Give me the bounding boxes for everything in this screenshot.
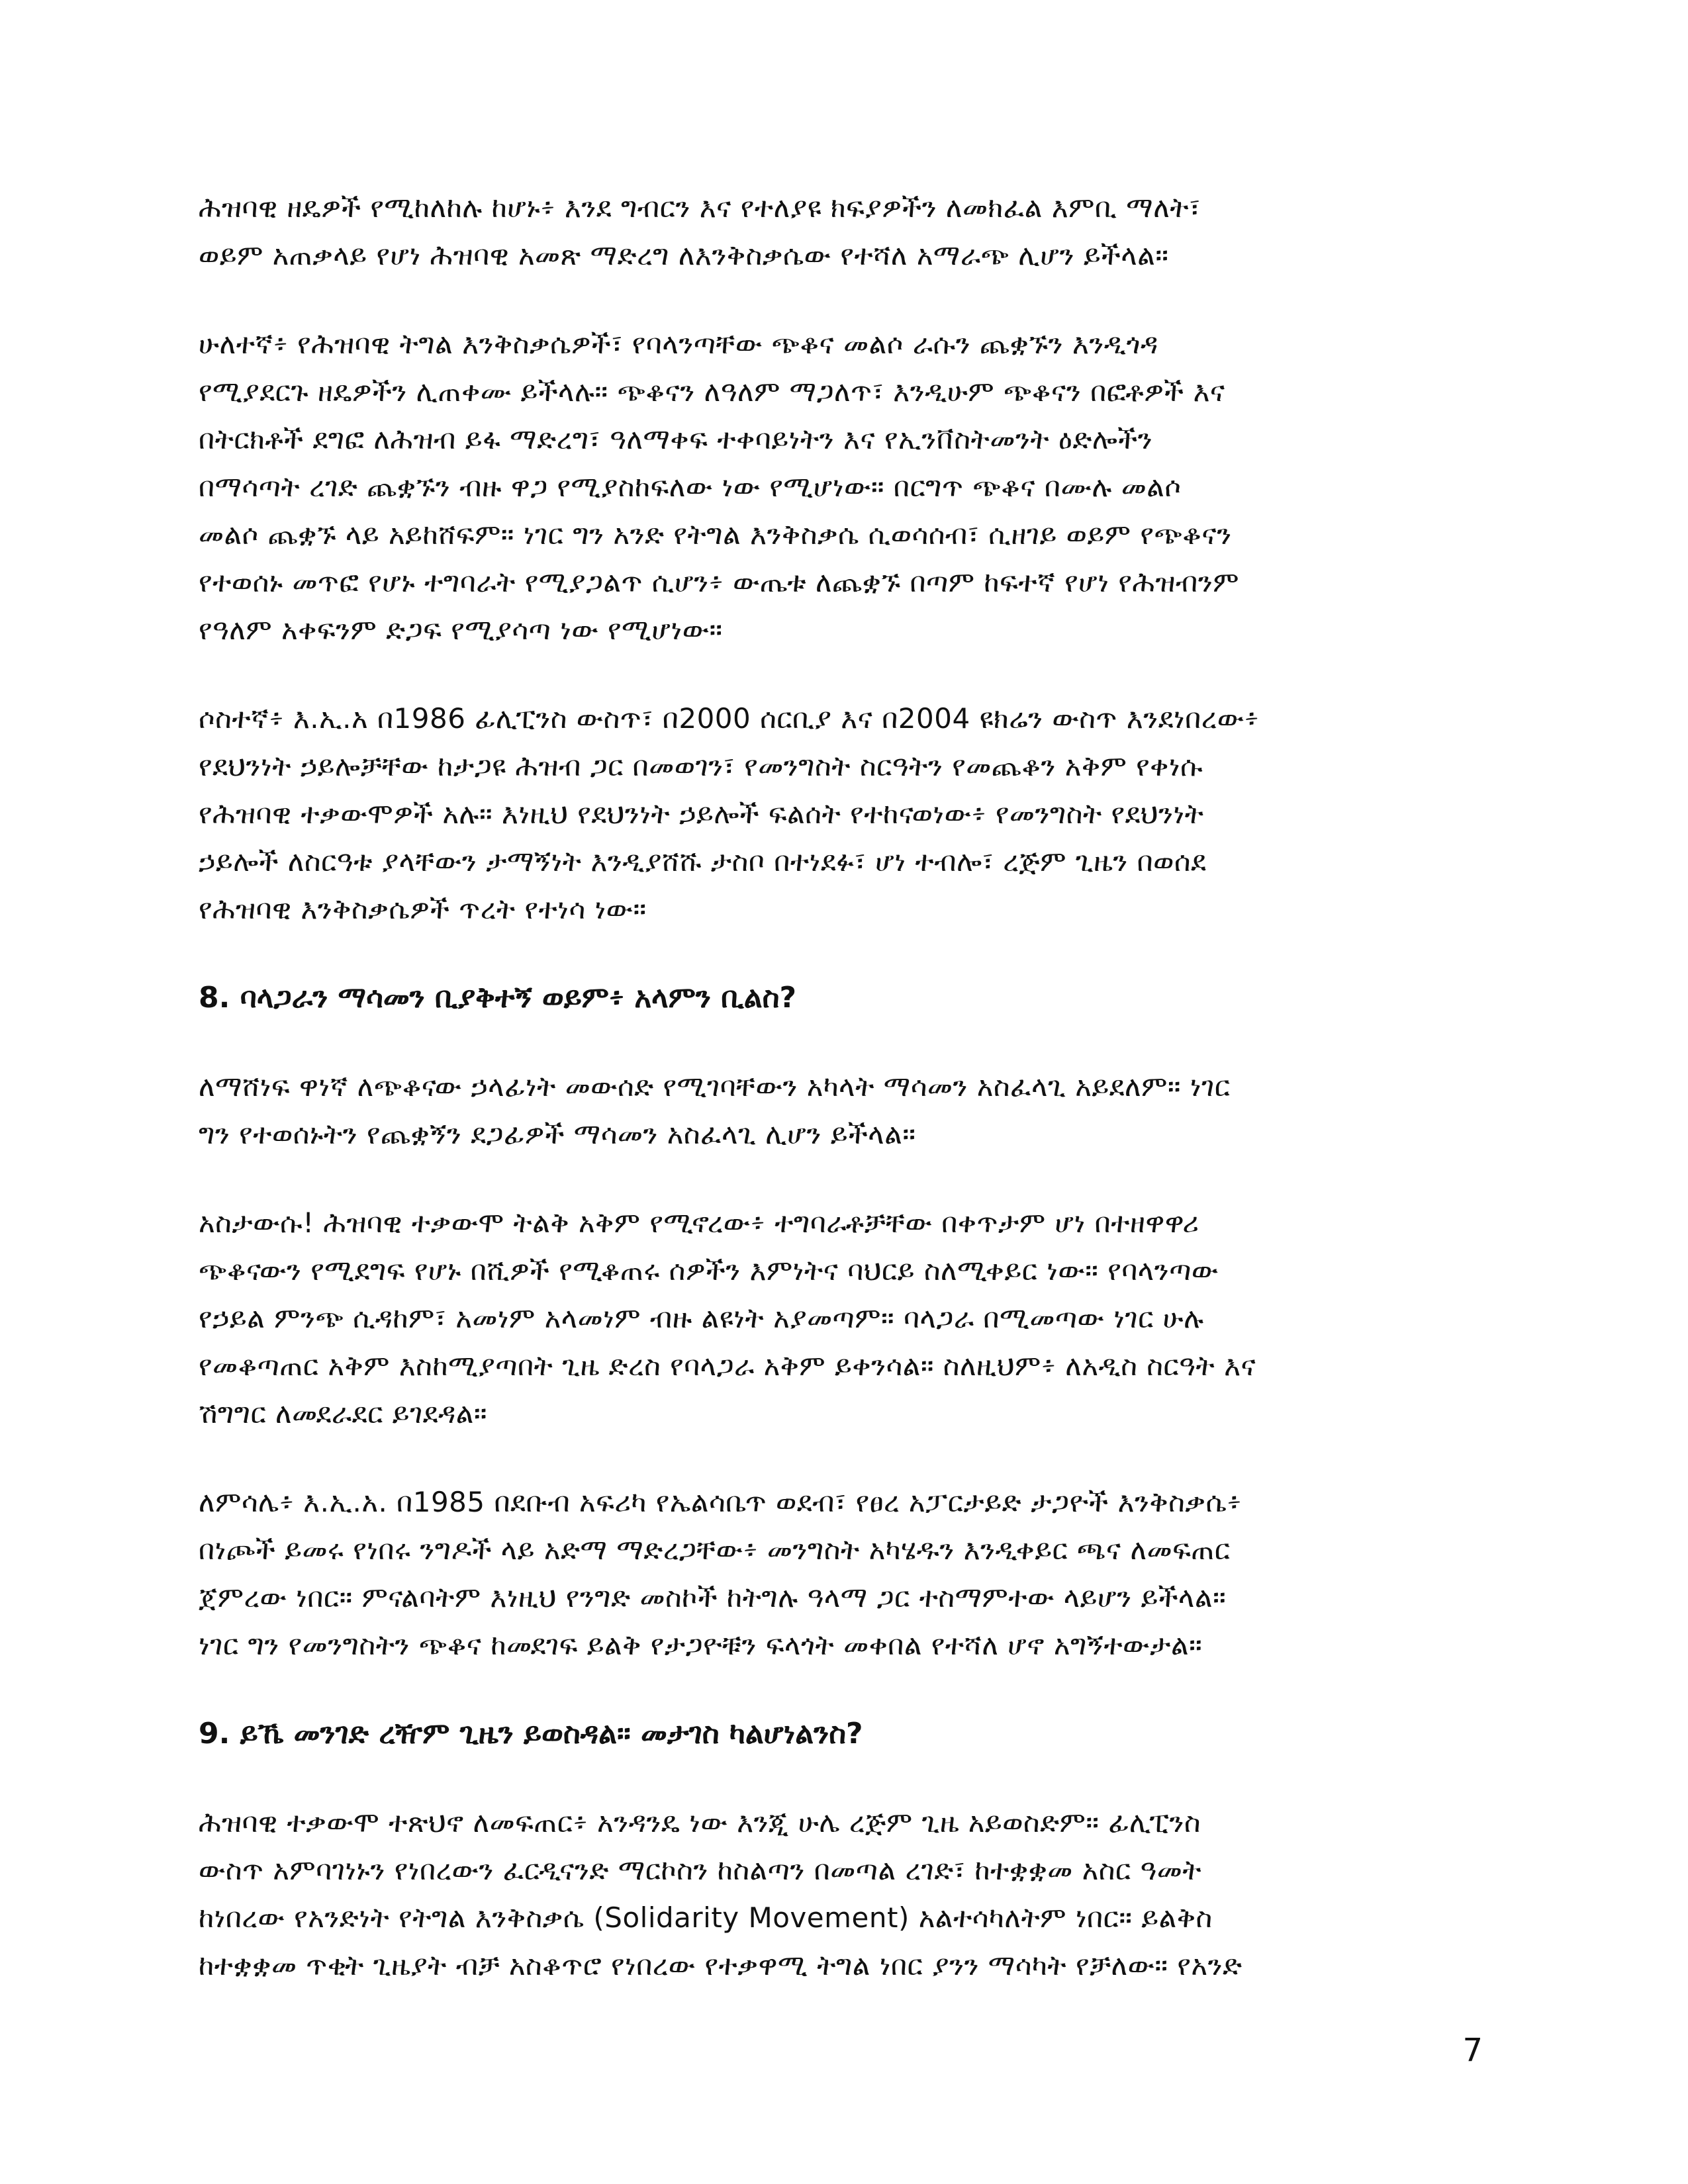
text-line: ከተቋቋመ ጥቂት ጊዜያት ብቻ አስቆጥሮ የነበረው የተቃዋሚ ትግል ነበር ያንን ማሳካት የቻለው። የአንድ: [199, 1949, 1243, 1981]
text-line: ሕዝባዊ ዘዴዎች የሚከለከሉ ከሆኑ፥ እንደ ግብርን እና የተለያዩ ክፍያዎችን ለመክፈል እምቢ ማለት፣: [199, 191, 1201, 224]
paragraph: [199, 1479, 1493, 1669]
paragraph: [199, 320, 1493, 654]
text-line: አስታውሱ! ሕዝባዊ ተቃውሞ ትልቅ አቅም የሚኖረው፥ ተግባራቶቻቸው በቀጥታም ሆነ በተዘዋዋሪ: [199, 1206, 1199, 1239]
text-line: ሽግግር ለመደራደር ይገደዳል።: [199, 1397, 488, 1430]
text-line: ግን የተወሰኑትን የጨቋኝን ደጋፊዎች ማሳመን አስፈላጊ ሊሆን ይችላል።: [199, 1118, 916, 1150]
page-number: 7: [1462, 2032, 1483, 2069]
paragraph: [199, 1063, 1493, 1158]
section-heading: 8. ባላጋራን ማሳመን ቢያቅተኝ ወይም፥ አላምን ቢልስ?: [199, 981, 797, 1015]
text-line: የደህንነት ኃይሎቻቸው ከታጋዩ ሕዝብ ጋር በመወገን፣ የመንግስት ስርዓትን የመጨቆን አቅም የቀነሱ: [199, 750, 1203, 782]
text-line: ነገር ግን የመንግስትን ጭቆና ከመደገፍ ይልቅ የታጋዮቹን ፍላጎት መቀበል የተሻለ ሆኖ አግኝተውታል።: [199, 1629, 1203, 1661]
paragraph: [199, 1799, 1493, 1989]
text-line: የተወሰኑ መጥፎ የሆኑ ተግባራት የሚያጋልጥ ሲሆን፥ ውጤቱ ለጨቋኙ በጣም ከፍተኛ የሆነ የሕዝብንም: [199, 566, 1239, 598]
text-line: የዓለም አቀፍንም ድጋፍ የሚያሳጣ ነው የሚሆነው።: [199, 614, 723, 646]
text-line: የኃይል ምንጭ ሲዳከም፣ አመነም አላመነም ብዙ ልዩነት አያመጣም። ባላጋራ በሚመጣው ነገር ሁሉ: [199, 1302, 1204, 1334]
text-line: የሕዝባዊ እንቅስቃሴዎች ጥረት የተነሳ ነው።: [199, 893, 647, 925]
text-line: የሕዝባዊ ተቃውሞዎች አሉ። እነዚህ የደህንነት ኃይሎች ፍልሰት የተከናወነው፥ የመንግስት የደህንነት: [199, 797, 1204, 830]
section-heading: 9. ይኼ መንገድ ረዥም ጊዜን ይወስዳል። መታገስ ካልሆነልንስ?: [199, 1717, 863, 1751]
text-line: መልሶ ጨቋኙ ላይ አይከሸፍም። ነገር ግን አንድ የትግል እንቅስቃሴ ሲወሳሰብ፣ ሲዘገይ ወይም የጭቆናን: [199, 518, 1232, 551]
text-line: ውስጥ አምባገነኑን የነበረውን ፈርዲናንድ ማርኮስን ከስልጣን በመጣል ረገድ፣ ከተቋቋመ አስር ዓመት: [199, 1854, 1202, 1886]
text-line: ወይም አጠቃላይ የሆነ ሕዝባዊ አመጽ ማድረግ ለእንቅስቃሴው የተሻለ አማራጭ ሊሆን ይችላል።: [199, 239, 1169, 271]
text-line: ጀምረው ነበር። ምናልባትም እነዚህ የንግድ መስኮች ከትግሉ ዓላማ ጋር ተስማምተው ላይሆን ይችላል።: [199, 1581, 1227, 1614]
text-line: ኃይሎች ለስርዓቱ ያላቸውን ታማኝነት እንዲያሸሹ ታስቦ በተነደፉ፣ ሆነ ተብሎ፣ ረጅም ጊዜን በወሰደ: [199, 845, 1207, 878]
text-line: ለማሸነፍ ዋነኛ ለጭቆናው ኃላፊነት መውሰድ የሚገባቸውን አካላት ማሳመን አስፈላጊ አይደለም። ነገር: [199, 1070, 1231, 1103]
text-line: በማሳጣት ረገድ ጨቋኙን ብዙ ዋጋ የሚያስከፍለው ነው የሚሆነው። በርግጥ ጭቆና በሙሉ መልሶ: [199, 471, 1182, 503]
text-line: ሕዝባዊ ተቃውሞ ተጽህኖ ለመፍጠር፥ አንዳንዴ ነው እንጂ ሁሌ ረጅም ጊዜ አይወስድም። ፊሊፒንስ: [199, 1806, 1201, 1839]
text-line: በትርክቶች ደግፎ ለሕዝብ ይፋ ማድረግ፣ ዓለማቀፍ ተቀባይነትን እና የኢንቨስትመንት ዕድሎችን: [199, 423, 1153, 455]
document-body: [199, 184, 1493, 2030]
paragraph: [199, 184, 1493, 279]
text-line: የሚያደርጉ ዘዴዎችን ሊጠቀሙ ይችላሉ። ጭቆናን ለዓለም ማጋለጥ፣ እንዲሁም ጭቆናን በፎቶዎች እና: [199, 375, 1225, 408]
text-line: ሁለተኛ፥ የሕዝባዊ ትግል እንቅስቃሴዎች፣ የባላንጣቸው ጭቆና መልሶ ራሱን ጨቋኙን እንዲጎዳ: [199, 328, 1158, 360]
text-line: ጭቆናውን የሚደግፍ የሆኑ በሺዎች የሚቆጠሩ ሰዎችን እምነትና ባህርይ ስለሚቀይር ነው። የባላንጣው: [199, 1254, 1219, 1287]
text-line: ሶስተኛ፥ እ.ኢ.አ በ1986 ፊሊፒንስ ውስጥ፣ በ2000 ሰርቢያ እና በ2004 ዩክሬን ውስጥ እንደነበረው፥: [199, 702, 1260, 735]
text-line: በነጮች ይመሩ የነበሩ ንግዶች ላይ አድማ ማድረጋቸው፥ መንግስት አካሄዱን እንዲቀይር ጫና ለመፍጠር: [199, 1533, 1231, 1566]
text-line: ለምሳሌ፥ እ.ኢ.አ. በ1985 በደቡብ አፍሪካ የኤልሳቤጥ ወደብ፣ የፀረ አፓርታይድ ታጋዮች እንቅስቃሴ፥: [199, 1486, 1242, 1518]
text-line: ከነበረው የአንድነት የትግል እንቅስቃሴ (Solidarity Movement) አልተሳካለትም ነበር። ይልቅስ: [199, 1901, 1213, 1934]
text-line: የመቆጣጠር አቅም እስከሚያጣበት ጊዜ ድረስ የባላጋራ አቅም ይቀንሳል። ስለዚህም፥ ለአዲስ ስርዓት እና: [199, 1349, 1256, 1382]
paragraph: [199, 1199, 1493, 1437]
paragraph: [199, 695, 1493, 933]
